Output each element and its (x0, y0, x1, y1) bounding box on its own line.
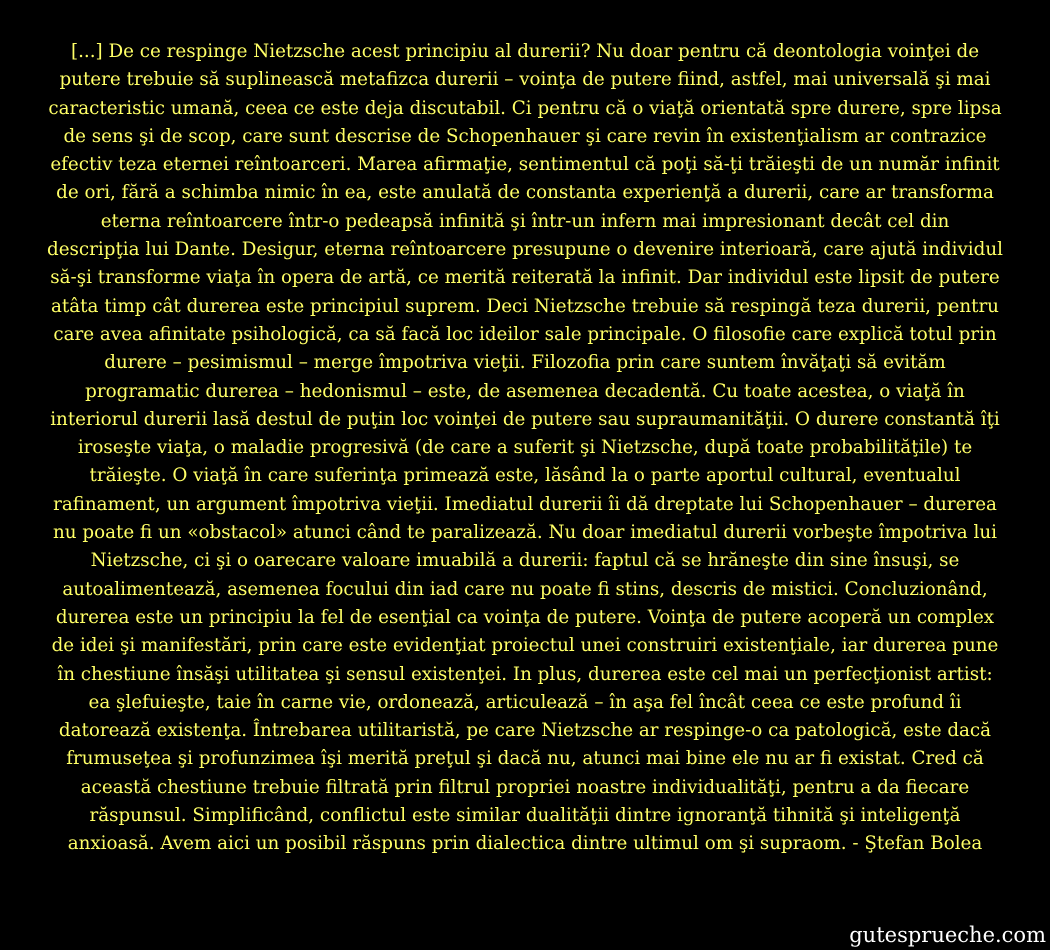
quote-line: în chestiune însăşi utilitatea şi sensul existenţei. In plus, durerea este cel mai un perfecţionist artist: (57, 663, 993, 685)
quote-line: atâta timp cât durerea este principiul suprem. Deci Nietzsche trebuie să respingă teza durerii, pentru (51, 295, 999, 317)
quote-line: caracteristic umană, ceea ce este deja discutabil. Ci pentru că o viaţă orientată spre durere, spre lipsa (48, 97, 1002, 119)
quote-line: care avea afinitate psihologică, ca să facă loc ideilor sale principale. O filosofie care explică totul prin (53, 323, 997, 345)
quote-line: putere trebuie să suplinească metafizca durerii – voinţa de putere fiind, astfel, mai universală şi mai (59, 69, 991, 91)
quote-line: rafinament, un argument împotriva vieţii. Imediatul durerii îi dă dreptate lui Schopenhauer – durerea (53, 493, 997, 515)
quote-line: nu poate fi un «obstacol» atunci când te paralizează. Nu doar imediatul durerii vorbeşte împotriva lui (53, 522, 997, 544)
quote-line: iroseşte viaţa, o maladie progresivă (de care a suferit şi Nietzsche, după toate probabilităţile) te (77, 437, 973, 459)
quote-line: trăieşte. O viaţă în care suferinţa primează este, lăsând la o parte aportul cultural, eventualul (89, 465, 961, 487)
site-watermark: gutesprueche.com (849, 923, 1046, 947)
quote-line: răspunsul. Simplificând, conflictul este similar dualităţii dintre ignoranţă tihnită şi inteligenţă (89, 805, 961, 827)
quote-line: de idei şi manifestări, prin care este evidenţiat proiectul unei construiri existenţiale, iar durerea pune (51, 635, 999, 657)
quote-line: anxioasă. Avem aici un posibil răspuns prin dialectica dintre ultimul om şi supraom. - Ştefan Bolea (67, 833, 983, 855)
quote-line: durerea este un principiu la fel de esenţial ca voinţa de putere. Voinţa de putere acoperă un complex (55, 606, 995, 628)
quote-line: durere – pesimismul – merge împotriva vieţii. Filozofia prin care suntem învăţaţi să evităm (104, 352, 946, 374)
quote-line: ea şlefuieşte, taie în carne vie, ordonează, articulează – în aşa fel încât ceea ce este profund îi (88, 691, 962, 713)
quote-line: frumuseţea şi profunzimea îşi merită preţul şi dacă nu, atunci mai bine ele nu ar fi existat. Cred că (66, 748, 984, 770)
quote-line: datorează existenţa. Întrebarea utilitaristă, pe care Nietzsche ar respinge-o ca patologică, este dacă (58, 720, 992, 742)
quote-line: să-şi transforme viaţa în opera de artă, ce merită reiterată la infinit. Dar individul este lipsit de putere (50, 267, 1000, 289)
quote-text-block (2, 38, 1048, 888)
quote-line: Nietzsche, ci şi o oarecare valoare imuabilă a durerii: faptul că se hrăneşte din sine însuşi, se (90, 550, 960, 572)
quote-line: de sens şi de scop, care sunt descrise de Schopenhauer şi care revin în existenţialism ar contrazice (63, 125, 987, 147)
quote-line: [...] De ce respinge Nietzsche acest principiu al durerii? Nu doar pentru că deontologia voinţei de (70, 41, 980, 62)
quote-line: programatic durerea – hedonismul – este, de asemenea decadentă. Cu toate acestea, o viaţă în (85, 380, 965, 402)
quote-line: autoalimentează, asemenea focului din iad care nu poate fi stins, descris de mistici. Concluzionând, (62, 578, 988, 600)
quote-line: această chestiune trebuie filtrată prin filtrul propriei noastre individualităţi, pentru a da fiecare (80, 776, 970, 798)
quote-line: eterna reîntoarcere într-o pedeapsă infinită şi într-un infern mai impresionant decât cel din (100, 210, 950, 232)
quote-line: de ori, fără a schimba nimic în ea, este anulată de constanta experienţă a durerii, care ar transforma (56, 182, 994, 204)
quote-line: descripţia lui Dante. Desigur, eterna reîntoarcere presupune o devenire interioară, care ajută individul (47, 239, 1003, 261)
quote-line: interiorul durerii lasă destul de puţin loc voinţei de putere sau supraumanităţii. O durere constantă îţi (50, 408, 1000, 430)
quote-line: efectiv teza eternei reîntoarceri. Marea afirmaţie, sentimentul că poţi să-ţi trăieşti de un număr infinit (50, 154, 1000, 176)
